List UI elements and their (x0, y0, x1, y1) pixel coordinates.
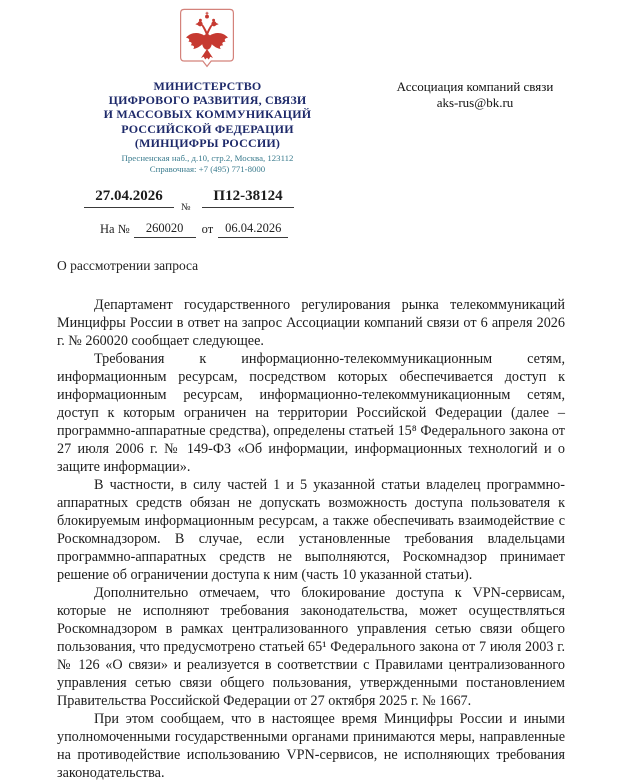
reply-date-field: 06.04.2026 (218, 221, 288, 238)
addressee-block (352, 79, 598, 111)
addressee-name: Ассоциация компаний связи (396, 79, 554, 94)
coat-of-arms-icon (177, 6, 237, 74)
ministry-address-block (70, 153, 345, 175)
addressee-email: aks-rus@bk.ru (436, 95, 514, 110)
body-paragraph: В частности, в силу частей 1 и 5 указанной статьи владелец программно-аппаратных средств обязан не допускать возможность доступа пользователя к блокируемым информационным ресурсам, а также обеспечивать взаимодействие с Роскомнадзором. В случае, если установленные требования владельцами программно-аппаратных средств не выполняются, Роскомнадзор принимает решение об ограничении доступа к ним (часть 10 указанной статьи). (57, 477, 565, 583)
letter-number-field (202, 188, 294, 208)
body-paragraph: При этом сообщаем, что в настоящее время Минцифры России и иными уполномоченными государственными органами принимаются меры, направленные на противодействие использованию VPN-сервисов, не исполняющих требования законодательства. (57, 711, 565, 780)
body-paragraph: Требования к информационно-телекоммуникационным сетям, информационным ресурсам, посредством которых обеспечивается доступ к информационным ресурсам, информационно-телекоммуникационным сетям, доступ к которым ограничен на территории Российской Федерации (далее – программно-аппаратные средства), определены статьей 15⁸ Федерального закона от 27 июля 2006 г. № 149-ФЗ «Об информации, информационных технологий и о защите информации». (57, 351, 565, 475)
ministry-name-line: РОССИЙСКОЙ ФЕДЕРАЦИИ (121, 121, 294, 136)
letter-date: 27.04.2026 (95, 188, 163, 204)
ministry-name-line: ЦИФРОВОГО РАЗВИТИЯ, СВЯЗИ (108, 93, 307, 108)
subject-line: О рассмотрении запроса (57, 258, 199, 273)
reply-prefix-label: На № (100, 222, 130, 236)
body-paragraph: Дополнительно отмечаем, что блокирование доступа к VPN-сервисам, которые не исполняют требования законодательства, может осуществляться Роскомнадзором в рамках централизованного управления сетью связи общего пользования, что предусмотрено статьей 65¹ Федерального закона от 7 июля 2003 г. № 126 «О связи» и реализуется в соответствии с Правилами централизованного управления сетью связи общего пользования, утвержденными постановлением Правительства Российской Федерации от 27 октября 2025 г. № 1667. (57, 585, 565, 709)
reply-from-label: от (201, 222, 214, 236)
ministry-name-block (70, 79, 345, 150)
ministry-phone-line: Справочная: +7 (495) 771-8000 (149, 163, 266, 174)
letter-number: П12-38124 (213, 188, 283, 204)
letter-date-field (84, 188, 174, 208)
reply-number-field: 260020 (134, 221, 196, 238)
letter-body (57, 296, 565, 780)
ministry-name-line: (МИНЦИФРЫ РОССИИ) (134, 135, 281, 150)
ministry-name-line: И МАССОВЫХ КОММУНИКАЦИЙ (103, 107, 312, 122)
reply-reference-row (100, 221, 288, 238)
ministry-name-line: МИНИСТЕРСТВО (153, 79, 262, 93)
ministry-address-line: Пресненская наб., д.10, стр.2, Москва, 123112 (121, 153, 294, 163)
body-paragraph: Департамент государственного регулирования рынка телекоммуникаций Минцифры России в ответ на запрос Ассоциации компаний связи от 6 апреля 2026 г. № 260020 сообщает следующее. (57, 297, 565, 349)
number-sign: № (181, 202, 191, 213)
